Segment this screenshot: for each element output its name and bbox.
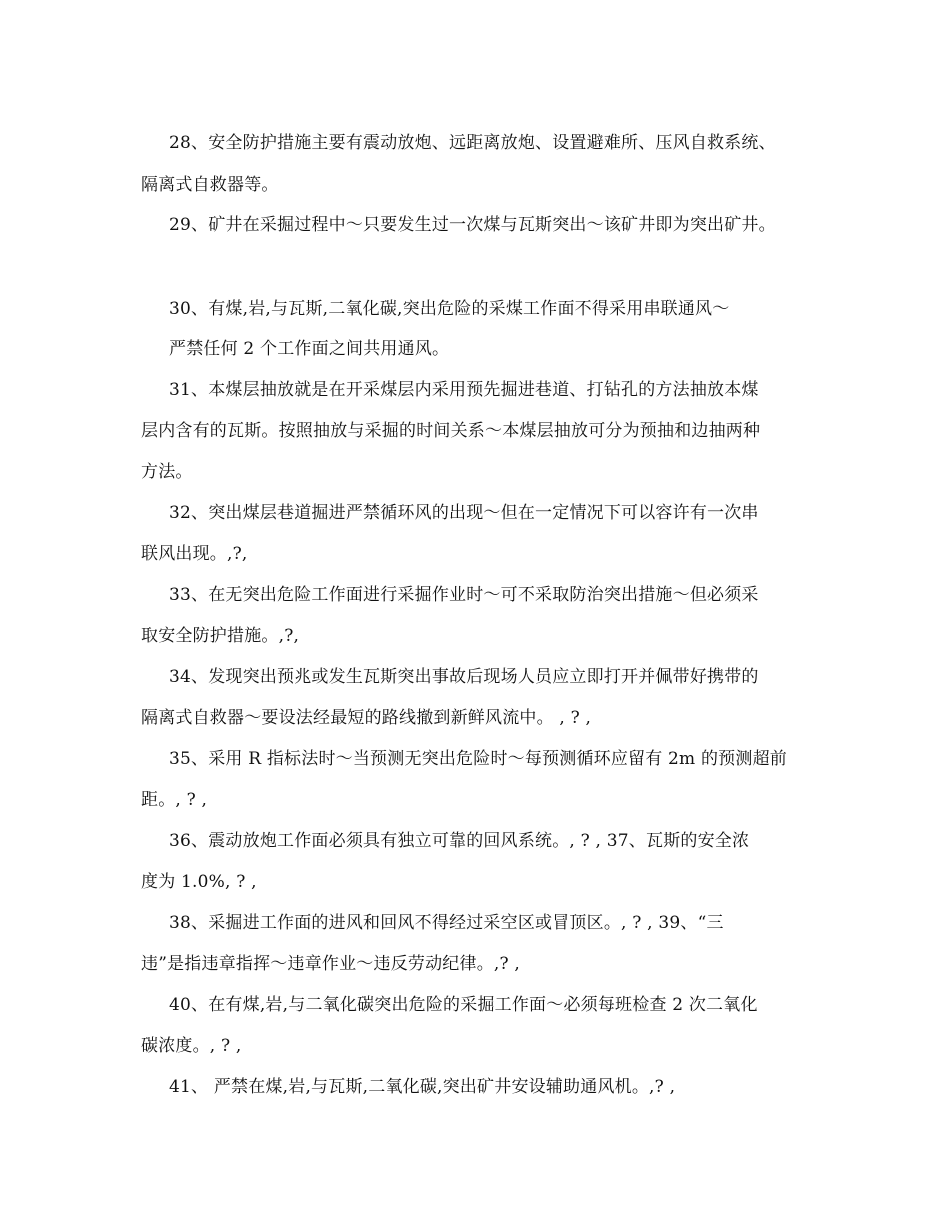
item-38-39-line-1: 38、采掘进工作面的进风和回风不得经过采空区或冒顶区。, ? , 39、“三: [169, 913, 724, 933]
item-34-line-2: 隔离式自救器～要设法经最短的路线撤到新鲜风流中。 , ? ,: [141, 708, 592, 728]
item-31-line-3: 方法。: [141, 462, 193, 482]
item-35-line-2: 距。, ? ,: [141, 790, 208, 810]
item-32-line-1: 32、突出煤层巷道掘进严禁循环风的出现～但在一定情况下可以容许有一次串: [169, 503, 759, 523]
item-28-line-2: 隔离式自救器等。: [141, 175, 279, 195]
item-33-line-1: 33、在无突出危险工作面进行采掘作业时～可不采取防治突出措施～但必须采: [169, 585, 759, 605]
item-31-line-2: 层内含有的瓦斯。按照抽放与采掘的时间关系～本煤层抽放可分为预抽和边抽两种: [141, 421, 761, 441]
item-33-line-2: 取安全防护措施。,?,: [141, 626, 300, 646]
item-34-line-1: 34、发现突出预兆或发生瓦斯突出事故后现场人员应立即打开并佩带好携带的: [169, 667, 759, 687]
item-31-line-1: 31、本煤层抽放就是在开采煤层内采用预先掘进巷道、打钻孔的方法抽放本煤: [169, 380, 759, 400]
item-40-line-1: 40、在有煤,岩,与二氧化碳突出危险的采掘工作面～必须每班检查 2 次二氧化: [169, 995, 758, 1015]
item-37-line-2: 度为 1.0%, ? ,: [141, 872, 257, 892]
item-40-line-2: 碳浓度。, ? ,: [141, 1036, 242, 1056]
item-39-line-2: 违”是指违章指挥～违章作业～违反劳动纪律。,? ,: [141, 954, 521, 974]
item-35-line-1: 35、采用 R 指标法时～当预测无突出危险时～每预测循环应留有 2m 的预测超前: [169, 749, 787, 769]
item-32-line-2: 联风出现。,?,: [141, 544, 248, 564]
item-36-37-line-1: 36、震动放炮工作面必须具有独立可靠的回风系统。, ? , 37、瓦斯的安全浓: [169, 831, 750, 851]
item-29-line-1: 29、矿井在采掘过程中～只要发生过一次煤与瓦斯突出～该矿井即为突出矿井。: [169, 215, 776, 235]
item-28-line-1: 28、安全防护措施主要有震动放炮、远距离放炮、设置避难所、压风自救系统、: [169, 133, 776, 153]
item-41-line-1: 41、 严禁在煤,岩,与瓦斯,二氧化碳,突出矿井安设辅助通风机。,? ,: [169, 1077, 676, 1097]
item-30-line-2: 严禁任何 2 个工作面之间共用通风。: [169, 339, 450, 359]
item-30-line-1: 30、有煤,岩,与瓦斯,二氧化碳,突出危险的采煤工作面不得采用串联通风～: [169, 299, 730, 319]
